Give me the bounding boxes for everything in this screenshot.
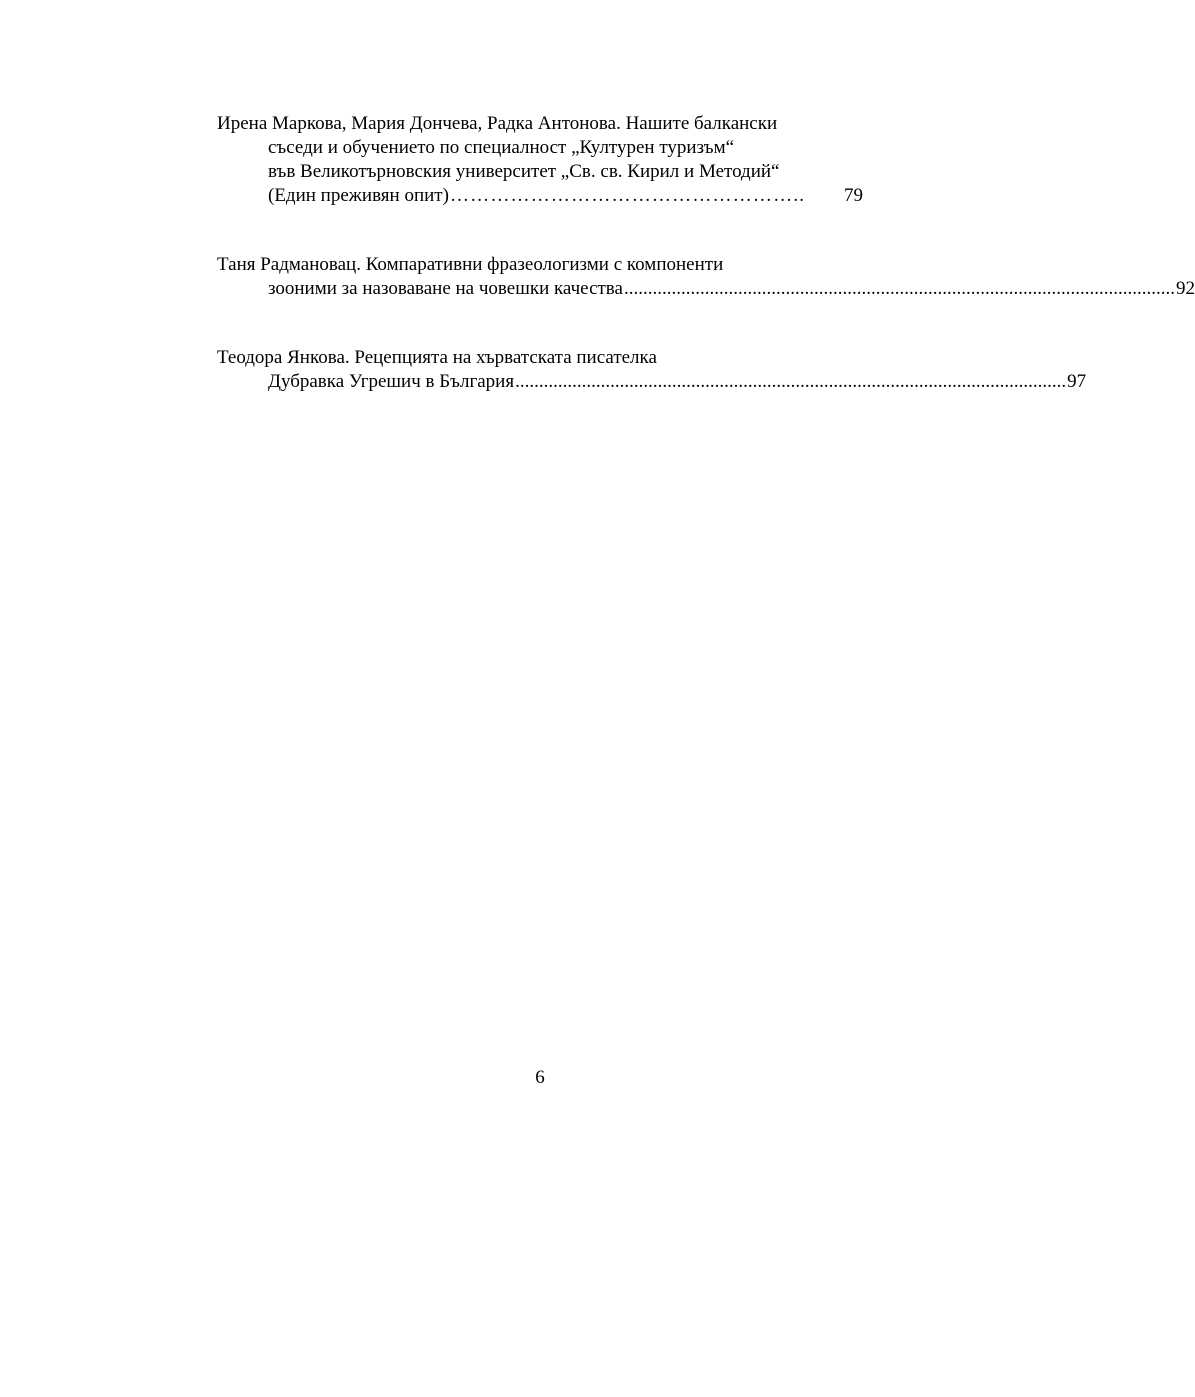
- dot-leader: ……………………………………………..: [449, 185, 806, 206]
- dot-leader: ....................................................................................................................: [623, 278, 1175, 299]
- toc-entry-title-line: във Великотърновския университет „Св. св. Кирил и Методий“: [268, 161, 780, 182]
- toc-entry-last-line: [217, 277, 1195, 301]
- toc-page-number: 97: [1067, 371, 1087, 392]
- toc-entry: [217, 112, 863, 208]
- toc-entry-last-line: [217, 370, 1087, 394]
- toc-entry: [217, 253, 1195, 301]
- toc-page-number: 92: [1175, 278, 1195, 299]
- toc-entry-title-line: съседи и обучението по специалност „Културен туризъм“: [268, 137, 735, 158]
- toc-entry-title-line: Таня Радмановац. Компаративни фразеологизми с компоненти: [217, 254, 724, 275]
- toc-entry: [217, 346, 1087, 394]
- page-number-footer: 6: [535, 1067, 545, 1088]
- toc-entry-title-tail: Дубравка Угрешич в България: [268, 371, 515, 392]
- toc-entry-title-tail: зооними за назоваване на човешки качества: [268, 278, 623, 299]
- dot-leader: ....................................................................................................................: [515, 371, 1067, 392]
- toc-entry-title-tail: (Един преживян опит): [268, 185, 449, 206]
- toc-entry-title-line: Ирена Маркова, Мария Дончева, Радка Антонова. Нашите балкански: [217, 113, 778, 134]
- toc-page-number: 79: [844, 185, 863, 206]
- table-of-contents: [217, 112, 1195, 394]
- toc-entry-title-line: Теодора Янкова. Рецепцията на хърватската писателка: [217, 347, 657, 368]
- toc-entry-last-line: [217, 184, 863, 208]
